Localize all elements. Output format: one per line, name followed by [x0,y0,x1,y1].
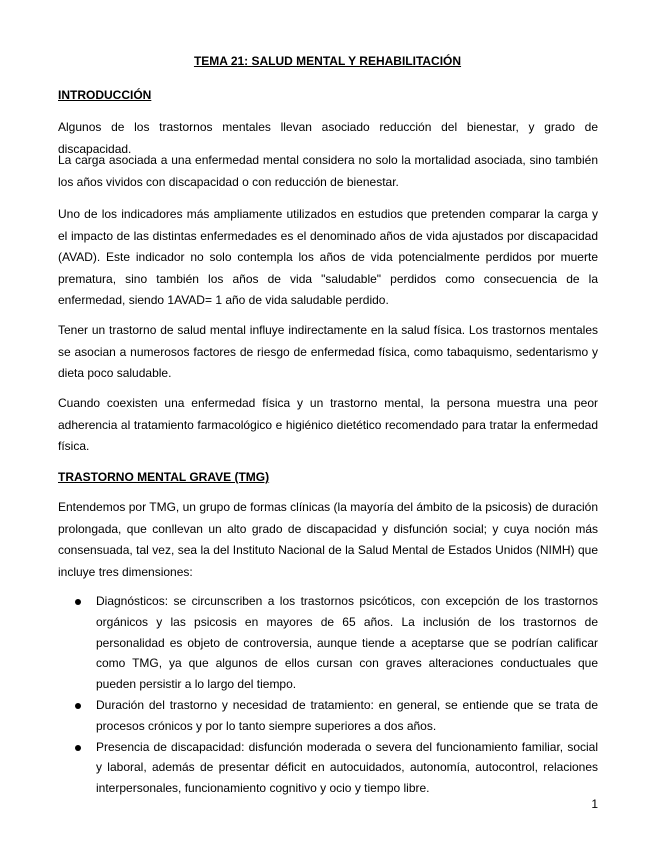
paragraph: Uno de los indicadores más ampliamente utilizados en estudios que pretenden comparar la carga y el impacto de las distintas enfermedades es el denominado años de vida ajustados por discapacidad (AVAD). Este indicador no solo contempla los años de vida potencialmente perdidos por muerte prematura, sino también los años de vida "saludable" perdidos como consecuencia de la enfermedad, siendo 1AVAD= 1 año de vida saludable perdido. [58,207,598,308]
bullet-list [58,591,598,799]
list-item-text: Duración del trastorno y necesidad de tratamiento: en general, se entiende que se trata de procesos crónicos y por lo tanto siempre superiores a dos años. [96,697,598,733]
paragraph: Entendemos por TMG, un grupo de formas clínicas (la mayoría del ámbito de la psicosis) de duración prolongada, que conllevan un alto grado de discapacidad y disfunción social; y cuya noción más consensuada, tal vez, sea la del Instituto Nacional de la Salud Mental de Estados Unidos (NIMH) que incluye tres dimensiones: [58,500,598,579]
list-item [58,591,598,695]
bullet-icon [75,703,81,709]
heading-tmg: TRASTORNO MENTAL GRAVE (TMG) [58,470,270,484]
page-number: 1 [591,797,598,811]
list-item-text: Presencia de discapacidad: disfunción moderada o severa del funcionamiento familiar, social y laboral, además de presentar déficit en autocuidados, autonomía, autocontrol, relaciones interpersonales, funcionamiento cognitivo y ocio y tiempo libre. [96,739,598,796]
paragraph: La carga asociada a una enfermedad mental considera no solo la mortalidad asociada, sino también los años vividos con discapacidad o con reducción de bienestar. [58,153,598,189]
paragraph: Tener un trastorno de salud mental influye indirectamente en la salud física. Los trastornos mentales se asocian a numerosos factores de riesgo de enfermedad física, como tabaquismo, sedentarismo y dieta poco saludable. [58,323,598,381]
list-item [58,737,598,799]
bullet-icon [75,599,81,605]
list-item [58,695,598,737]
heading-introduccion: INTRODUCCIÓN [58,88,152,102]
list-item-text: Diagnósticos: se circunscriben a los trastornos psicóticos, con excepción de los trastornos orgánicos y las psicosis en mayores de 65 años. La inclusión de los trastornos de personalidad es objeto de controversia, aunque tiende a aceptarse que se podrían calificar como TMG, ya que algunos de ellos cursan con graves alteraciones conductuales que pueden persistir a lo largo del tiempo. [96,594,598,692]
paragraph: Cuando coexisten una enfermedad física y un trastorno mental, la persona muestra una peor adherencia al tratamiento farmacológico e higiénico dietético recomendado para tratar la enfermedad física. [58,396,598,454]
document-title: TEMA 21: SALUD MENTAL Y REHABILITACIÓN [193,54,462,68]
bullet-icon [75,745,81,751]
paragraph: Algunos de los trastornos mentales llevan asociado reducción del bienestar, y grado de discapacidad. [58,120,598,156]
